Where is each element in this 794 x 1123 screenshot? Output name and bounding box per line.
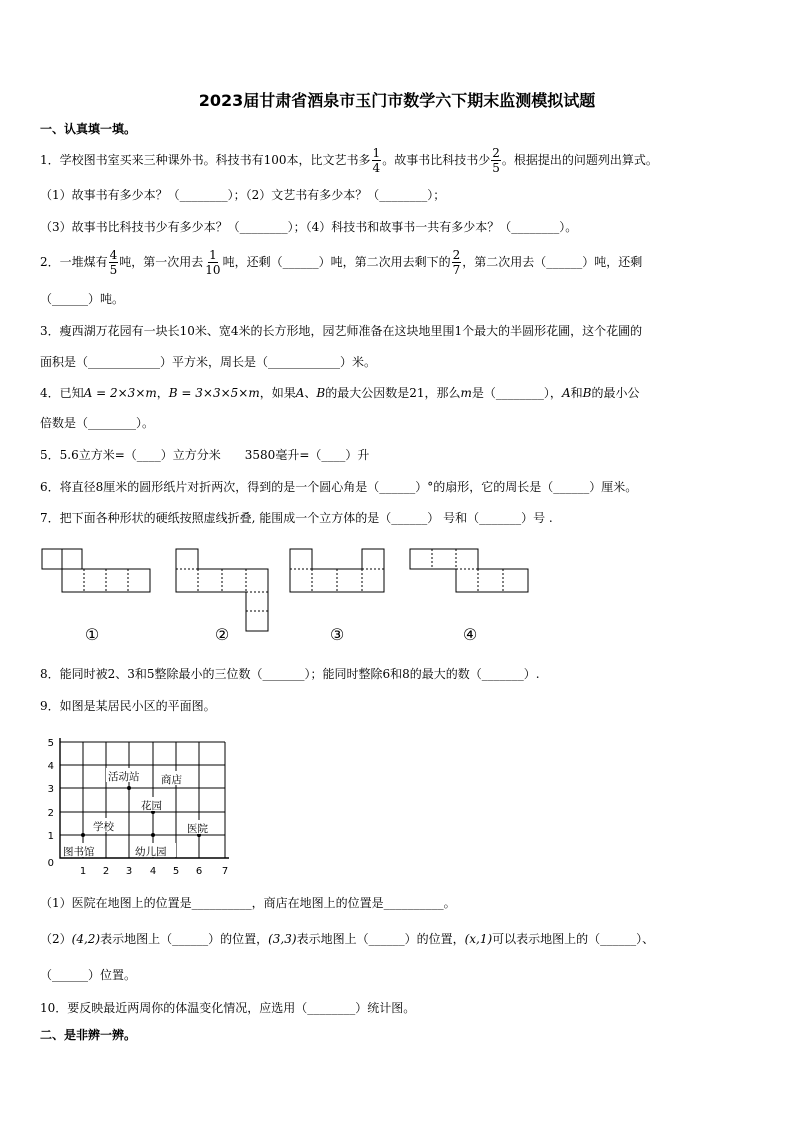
y-tick-1: 1 xyxy=(47,831,54,842)
q4-text-b: ，如果 xyxy=(259,386,296,400)
x-tick-6: 6 xyxy=(195,866,203,877)
cube-net-3-folds xyxy=(290,569,384,592)
q9-s2-b: 表示地图上（______）的位置， xyxy=(100,932,269,946)
expression-b: B = 3×3×5×m xyxy=(168,386,260,400)
expression-a: A = 2×3×m xyxy=(83,386,157,400)
cube-net-4-folds xyxy=(432,549,503,592)
q4-sep: ， xyxy=(156,386,169,400)
question-7: 7．把下面各种形状的硬纸按照虚线折叠, 能围成一个立方体的是（______） 号和（_______）号 . xyxy=(40,511,553,525)
map-label-library: 图书馆 xyxy=(63,846,95,858)
y-tick-2: 2 xyxy=(47,808,54,819)
q4-text-d: 是（________）， xyxy=(471,386,562,400)
question-4 xyxy=(40,384,639,402)
map-label-hospital: 医院 xyxy=(187,823,208,835)
question-1-sub-1: （1）故事书有多少本？（________）；（2）文艺书有多少本？（________）； xyxy=(40,188,446,202)
q9-s2-d: 可以表示地图上的（______）、 xyxy=(492,932,655,946)
question-10: 10．要反映最近两周你的体温变化情况，应选用（________）统计图。 xyxy=(40,1001,416,1015)
q4-he: 和 xyxy=(570,386,583,400)
question-1-sub-2: （3）故事书比科技书少有多少本？（________）；（4）科技书和故事书一共有多少本？（________）。 xyxy=(40,220,578,234)
map-label-activity-station: 活动站 xyxy=(108,771,140,783)
community-map xyxy=(40,728,240,878)
coord-4-2: (4,2) xyxy=(71,932,101,946)
net-label-4: ④ xyxy=(462,625,478,644)
x-tick-3: 3 xyxy=(125,866,133,877)
y-tick-3: 3 xyxy=(47,784,54,795)
map-label-school: 学校 xyxy=(93,821,114,833)
x-tick-5: 5 xyxy=(172,866,180,877)
section-1-heading: 一、认真填一填。 xyxy=(40,122,137,136)
q9-s2-c: 表示地图上（______）的位置， xyxy=(296,932,465,946)
map-label-garden: 花园 xyxy=(141,800,162,812)
map-label-shop: 商店 xyxy=(161,774,182,786)
q1-text-c: 。根据提出的问题列出算式。 xyxy=(501,153,658,167)
q1-text-b: 。故事书比科技书少 xyxy=(382,153,491,167)
q4-text-c: 的最大公因数是21，那么 xyxy=(325,386,461,400)
question-3-line-1: 3．瘦西湖万花园有一块长10米、宽4米的长方形地，园艺师准备在这块地里围1个最大的半圆形花圃，这个花圃的 xyxy=(40,324,643,338)
y-tick-4: 4 xyxy=(47,761,54,772)
question-5: 5．5.6立方米=（____）立方分米 3580毫升=（____）升 xyxy=(40,448,370,462)
x-tick-7: 7 xyxy=(221,866,229,877)
q9-s2-a: （2） xyxy=(40,932,72,946)
q2-text-a: 2．一堆煤有 xyxy=(40,255,108,269)
question-3-line-2: 面积是（____________）平方米，周长是（____________）米。 xyxy=(40,355,377,369)
question-9-sub-1: （1）医院在地图上的位置是__________，商店在地图上的位置是__________。 xyxy=(40,896,456,910)
question-6: 6．将直径8厘米的圆形纸片对折两次，得到的是一个圆心角是（______）°的扇形，它的周长是（______）厘米。 xyxy=(40,480,638,494)
question-9-sub-2-cont: （______）位置。 xyxy=(40,968,137,982)
q1-text-a: 1．学校图书室买来三种课外书。科技书有100本，比文艺书多 xyxy=(40,153,371,167)
question-2 xyxy=(40,248,642,277)
var-a: A xyxy=(295,386,305,400)
question-4-cont: 倍数是（________）。 xyxy=(40,416,155,430)
fraction-2-5: $\frac{2}{5}$ xyxy=(492,146,500,175)
question-9-sub-2 xyxy=(40,930,654,948)
x-tick-1: 1 xyxy=(79,866,87,877)
question-1 xyxy=(40,146,658,175)
cube-nets-figure xyxy=(0,540,794,650)
cube-net-2-folds xyxy=(176,569,268,611)
var-a-2: A xyxy=(561,386,571,400)
y-tick-0: 0 xyxy=(47,858,54,869)
var-b: B xyxy=(316,386,326,400)
x-tick-4: 4 xyxy=(149,866,157,877)
x-tick-2: 2 xyxy=(102,866,110,877)
question-2-cont: （______）吨。 xyxy=(40,292,125,306)
section-2-heading: 二、是非辨一辨。 xyxy=(40,1028,137,1042)
net-label-2: ② xyxy=(214,625,230,644)
q2-text-b: 吨，第一次用去 xyxy=(119,255,204,269)
fraction-2-7: $\frac{2}{7}$ xyxy=(452,248,461,277)
q4-text-e: 的最小公 xyxy=(591,386,640,400)
page-title: 2023届甘肃省酒泉市玉门市数学六下期末监测模拟试题 xyxy=(198,91,596,110)
fraction-1-10: $\frac{1}{10}$ xyxy=(205,248,221,277)
var-b-2: B xyxy=(582,386,592,400)
y-tick-5: 5 xyxy=(47,738,54,749)
fraction-1-4: $\frac{1}{4}$ xyxy=(372,146,381,175)
coord-3-3: (3,3) xyxy=(268,932,297,946)
var-m: m xyxy=(460,386,472,400)
q2-text-c: 吨，还剩（______）吨，第二次用去剩下的 xyxy=(222,255,451,269)
net-label-1: ① xyxy=(84,625,100,644)
coord-x-1: (x,1) xyxy=(464,932,493,946)
cube-net-4 xyxy=(410,549,528,592)
q4-dun: 、 xyxy=(304,386,317,400)
q4-text-a: 4．已知 xyxy=(40,386,84,400)
map-label-kindergarten: 幼儿园 xyxy=(135,846,167,858)
net-label-3: ③ xyxy=(329,625,345,644)
question-9: 9．如图是某居民小区的平面图。 xyxy=(40,699,216,713)
fraction-4-5: $\frac{4}{5}$ xyxy=(109,248,118,277)
cube-net-1 xyxy=(42,549,150,592)
question-8: 8．能同时被2、3和5整除最小的三位数（_______）；能同时整除6和8的最大的数（_______）. xyxy=(40,667,540,681)
q2-text-d: ，第二次用去（______）吨，还剩 xyxy=(462,255,643,269)
cube-net-1-folds xyxy=(62,569,128,592)
